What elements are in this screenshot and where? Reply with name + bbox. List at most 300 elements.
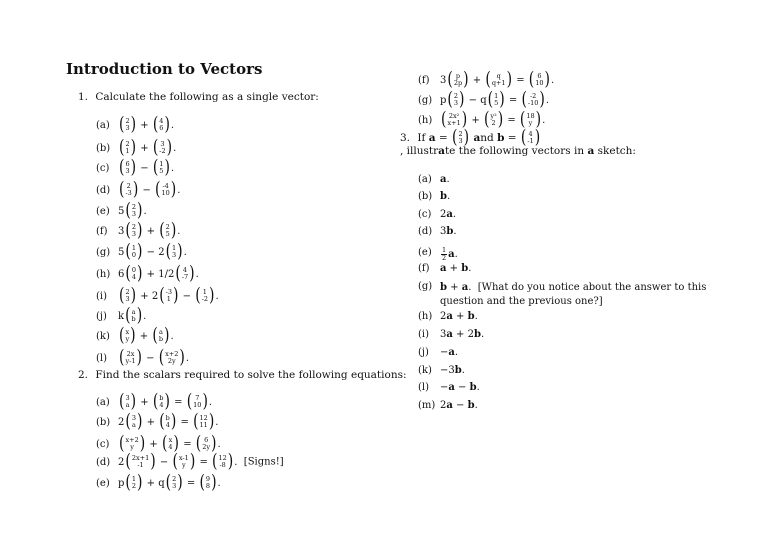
- vector-components: [525, 113, 535, 127]
- question-number: 3.: [400, 132, 411, 144]
- list-item: [96, 305, 147, 327]
- math-expression: [118, 263, 199, 285]
- expression-text: +: [452, 311, 468, 322]
- denominator: 2: [442, 253, 447, 262]
- paren-left: (: [125, 305, 131, 327]
- expression-text: =: [435, 132, 452, 144]
- list-item: [96, 241, 187, 263]
- expression-text: 3: [118, 225, 125, 237]
- vector-bottom: 1: [125, 147, 130, 155]
- item-label: (d): [418, 226, 433, 237]
- item-content: [118, 325, 174, 347]
- paren-left: (: [485, 69, 491, 91]
- item-label: (g): [418, 281, 433, 292]
- column-vector: [521, 89, 545, 111]
- vector-top: 2: [125, 117, 130, 126]
- item-label: (e): [418, 247, 432, 258]
- vector-bottom: y: [528, 119, 533, 127]
- math-expression: [440, 329, 484, 340]
- vector-top: 12: [218, 454, 227, 463]
- expression-text: +: [447, 282, 462, 293]
- paren-right: ): [211, 472, 217, 494]
- math-expression: [118, 433, 221, 455]
- vector-top: q: [496, 72, 501, 81]
- vector-components: [491, 73, 507, 87]
- expression-text: te the following vectors in: [444, 145, 588, 158]
- list-item: [96, 114, 175, 136]
- expression-text: .: [170, 330, 174, 342]
- expression-text: −: [137, 162, 152, 174]
- list-item: [418, 365, 465, 376]
- expression-text: −: [142, 352, 158, 364]
- vector-bottom: y: [125, 335, 130, 343]
- expression-text: + 2: [137, 290, 159, 302]
- vector-bottom: -8: [219, 461, 226, 469]
- item-label: (k): [96, 330, 110, 342]
- vector-symbol: b: [461, 263, 469, 274]
- paren-left: (: [125, 472, 131, 494]
- column-vector: [119, 285, 137, 307]
- list-item: [96, 137, 177, 159]
- vector-top: 1: [172, 244, 177, 253]
- paren-right: ): [173, 285, 179, 307]
- paren-left: (: [195, 433, 202, 455]
- math-expression: [440, 311, 478, 322]
- math-expression: [118, 285, 219, 307]
- vector-top: 6: [537, 72, 542, 81]
- vector-symbol: a: [448, 347, 455, 358]
- vector-bottom: 11: [199, 421, 208, 429]
- paren-right: ): [177, 241, 183, 263]
- vector-top: 2: [125, 140, 130, 149]
- vector-top: 18: [526, 112, 535, 121]
- column-vector: [152, 137, 173, 159]
- vector-top: 3: [160, 140, 165, 149]
- vector-symbol: b: [467, 400, 475, 411]
- item-content: [440, 244, 458, 261]
- expression-text: +: [137, 396, 152, 408]
- math-expression: [118, 137, 177, 159]
- paren-left: (: [119, 325, 125, 347]
- vector-top: 2: [172, 475, 177, 484]
- item-label: (i): [96, 290, 108, 302]
- list-item: [418, 347, 458, 358]
- expression-text: .: [542, 114, 546, 126]
- column-vector: [528, 69, 551, 91]
- expression-text: .: [452, 209, 457, 220]
- paren-left: (: [119, 137, 125, 159]
- column-vector: [199, 472, 217, 494]
- expression-text: .: [215, 416, 219, 428]
- vector-top: 9: [205, 475, 211, 484]
- expression-text: .: [217, 477, 221, 489]
- item-content: [118, 285, 219, 307]
- column-vector: [452, 127, 470, 149]
- column-vector: [186, 391, 208, 413]
- item-content: [118, 200, 147, 222]
- vector-top: 2x²: [448, 112, 460, 121]
- math-expression: [118, 241, 187, 263]
- vector-top: 1: [131, 475, 137, 484]
- expression-text: .: [468, 282, 472, 293]
- vector-top: -4: [162, 182, 169, 191]
- item-label: (a): [96, 396, 110, 408]
- vector-bottom: 3: [131, 210, 136, 218]
- vector-bottom: 5: [494, 99, 499, 107]
- paren-right: ): [209, 285, 215, 307]
- math-expression: [440, 263, 471, 274]
- vector-symbol: a: [448, 248, 455, 260]
- expression-text: +: [469, 74, 485, 86]
- paren-right: ): [137, 472, 143, 494]
- column-vector: [152, 391, 170, 413]
- paren-right: ): [544, 69, 551, 91]
- paren-left: (: [119, 114, 125, 136]
- vector-top: x+2: [165, 350, 179, 359]
- item-label: (d): [96, 456, 111, 468]
- paren-right: ): [164, 114, 170, 136]
- expression-text: , illustr: [400, 145, 439, 158]
- vector-bottom: b: [131, 315, 136, 323]
- list-item: [418, 281, 732, 308]
- list-item: [418, 263, 471, 274]
- vector-symbol: a: [446, 311, 453, 322]
- column-vector: [159, 285, 179, 307]
- vector-bottom: 10: [161, 189, 170, 197]
- item-content: [118, 305, 147, 327]
- paren-left: (: [172, 451, 178, 473]
- paren-left: (: [521, 89, 527, 111]
- paren-left: (: [199, 472, 205, 494]
- expression-text: .: [474, 311, 478, 322]
- item-content: [118, 347, 190, 369]
- paren-right: ): [208, 411, 215, 433]
- item-label: (h): [418, 114, 433, 126]
- item-content: [118, 157, 175, 179]
- vector-top: 2: [131, 223, 136, 232]
- vector-symbol: b: [440, 191, 447, 202]
- vector-symbol: a: [448, 382, 455, 393]
- paren-right: ): [499, 89, 505, 111]
- paren-left: (: [441, 109, 447, 131]
- expression-text: + 2: [452, 329, 474, 340]
- list-item: [418, 89, 550, 111]
- question-3: [400, 127, 710, 158]
- expression-text: =: [177, 416, 193, 428]
- vector-bottom: 4: [165, 421, 170, 429]
- vector-bottom: q+1: [491, 79, 506, 87]
- expression-text: .: [551, 74, 555, 86]
- expression-text: .: [208, 396, 213, 408]
- list-item: [418, 400, 478, 411]
- vector-symbol: a: [461, 282, 469, 293]
- column-vector: [119, 433, 146, 455]
- item-label: (c): [96, 162, 110, 174]
- math-expression: [118, 157, 175, 179]
- math-expression: [440, 89, 550, 111]
- vector-components: [161, 183, 171, 197]
- item-content: [118, 179, 181, 201]
- item-content: [440, 365, 465, 376]
- list-item: [418, 226, 457, 237]
- vector-bottom: -1: [527, 137, 534, 145]
- vector-bottom: 3: [125, 295, 130, 303]
- list-item: [96, 263, 199, 285]
- expression-text: =: [513, 74, 528, 86]
- expression-text: −3: [440, 365, 455, 376]
- vector-top: -3: [165, 288, 172, 297]
- paren-right: ): [179, 347, 185, 369]
- expression-text: .: [480, 329, 485, 340]
- list-item: [418, 191, 450, 202]
- expression-text: If: [417, 132, 429, 144]
- paren-left: (: [161, 433, 168, 455]
- paren-left: (: [155, 179, 161, 201]
- paren-right: ): [132, 179, 139, 201]
- vector-symbol: a: [428, 132, 436, 144]
- paren-left: (: [487, 89, 494, 111]
- paren-right: ): [177, 472, 183, 494]
- vector-bottom: y: [182, 461, 186, 469]
- expression-text: +: [468, 114, 483, 126]
- vector-components: [165, 289, 173, 303]
- expression-text: .: [143, 310, 147, 322]
- vector-top: 4: [182, 266, 188, 275]
- expression-text: 3: [440, 74, 447, 86]
- column-vector: [125, 451, 156, 473]
- paren-right: ): [189, 451, 196, 473]
- vector-components: [201, 437, 211, 451]
- column-vector: [119, 391, 137, 413]
- math-expression: [440, 174, 450, 185]
- paren-left: (: [119, 433, 125, 455]
- item-content: [440, 209, 456, 220]
- expression-text: =: [183, 477, 199, 489]
- column-vector: [119, 114, 137, 136]
- expression-text: =: [180, 438, 195, 450]
- column-vector: [520, 127, 541, 149]
- vector-bottom: -2: [201, 295, 209, 303]
- expression-text: .: [545, 94, 550, 106]
- column-vector: [212, 451, 234, 473]
- expression-text: −: [139, 184, 155, 196]
- paren-left: (: [159, 220, 165, 242]
- vector-bottom: x+1: [447, 119, 461, 127]
- item-label: (b): [418, 191, 433, 202]
- column-vector: [119, 325, 136, 347]
- expression-text: −: [452, 400, 468, 411]
- expression-text: .: [170, 119, 175, 131]
- vector-bottom: 5: [165, 230, 170, 238]
- column-vector: [159, 220, 177, 242]
- vector-bottom: 3: [172, 251, 177, 259]
- expression-text: =: [196, 456, 212, 468]
- column-vector: [483, 109, 504, 131]
- math-expression: [400, 127, 636, 158]
- expression-text: .: [170, 162, 175, 174]
- vector-bottom: 0: [131, 251, 136, 259]
- vector-symbol: a: [446, 209, 453, 220]
- column-vector: [125, 241, 143, 263]
- paren-left: (: [119, 179, 125, 201]
- question-2: [78, 369, 407, 382]
- vector-symbol: b: [469, 382, 477, 393]
- expression-text: p: [118, 477, 125, 489]
- expression-text: .: [446, 174, 450, 185]
- vector-bottom: 3: [125, 167, 130, 175]
- column-vector: [125, 200, 143, 222]
- math-expression: [440, 209, 456, 220]
- vector-components: [199, 415, 209, 429]
- item-label: (h): [96, 268, 111, 280]
- math-expression: [440, 400, 478, 411]
- column-vector: [172, 451, 196, 473]
- list-item: [418, 209, 456, 220]
- item-label: (f): [418, 74, 430, 86]
- paren-left: (: [159, 411, 165, 433]
- vector-components: [124, 351, 136, 365]
- paren-right: ): [173, 433, 180, 455]
- item-content: [118, 411, 219, 433]
- column-vector: [447, 89, 465, 111]
- math-expression: [118, 200, 147, 222]
- question-number: 2.: [78, 369, 89, 381]
- item-content: [440, 109, 546, 131]
- column-vector: [447, 69, 469, 91]
- math-expression: [440, 226, 457, 237]
- expression-text: k: [118, 310, 125, 322]
- expression-text: +: [137, 119, 152, 131]
- vector-symbol: a: [587, 145, 595, 158]
- paren-left: (: [152, 157, 159, 179]
- math-expression: [118, 179, 181, 201]
- vector-bottom: 4: [159, 401, 164, 409]
- item-content: [118, 137, 177, 159]
- expression-text: +: [143, 416, 159, 428]
- expression-text: .: [234, 456, 238, 468]
- column-vector: [195, 433, 217, 455]
- vector-bottom: -10: [527, 99, 539, 107]
- paren-left: (: [119, 157, 125, 179]
- vector-top: 1: [494, 92, 499, 101]
- paren-right: ): [189, 263, 195, 285]
- item-content: [118, 114, 175, 136]
- paren-left: (: [165, 241, 172, 263]
- expression-text: .: [453, 226, 457, 237]
- vector-components: [181, 267, 189, 281]
- paren-right: ): [136, 305, 143, 327]
- paren-left: (: [158, 347, 165, 369]
- expression-text: 5: [118, 246, 125, 258]
- expression-text: nd: [480, 132, 498, 144]
- question-1: [78, 91, 319, 104]
- item-label: (e): [96, 477, 110, 489]
- paren-right: ): [539, 89, 545, 111]
- expression-text: =: [170, 396, 186, 408]
- item-content: [118, 241, 187, 263]
- paren-left: (: [447, 89, 453, 111]
- expression-text: −: [454, 382, 470, 393]
- math-expression: [118, 472, 221, 494]
- vector-components: [192, 395, 202, 409]
- expression-text: p: [440, 94, 447, 106]
- column-vector: [152, 114, 170, 136]
- vector-symbol: b: [467, 311, 475, 322]
- item-content: [440, 191, 450, 202]
- expression-text: 3: [440, 226, 447, 237]
- vector-top: y²: [490, 112, 497, 121]
- vector-components: [526, 131, 534, 145]
- list-item: [96, 285, 219, 307]
- vector-top: 2x: [126, 350, 135, 359]
- column-vector: [119, 179, 139, 201]
- item-content: [440, 69, 555, 91]
- column-vector: [152, 325, 170, 347]
- vector-bottom: 10: [193, 401, 202, 409]
- item-content: [118, 433, 221, 455]
- item-content: [440, 281, 732, 308]
- column-vector: [487, 89, 505, 111]
- vector-bottom: 3: [458, 137, 463, 145]
- math-expression: [440, 382, 480, 393]
- column-vector: [193, 411, 215, 433]
- list-item: [96, 200, 147, 222]
- paren-right: ): [459, 89, 465, 111]
- paren-left: (: [175, 263, 181, 285]
- expression-text: .: [143, 205, 147, 217]
- list-item: [96, 433, 221, 455]
- paren-left: (: [483, 109, 490, 131]
- item-content: [440, 311, 478, 322]
- column-vector: [519, 109, 542, 131]
- item-label: (b): [96, 416, 111, 428]
- math-expression: [118, 451, 238, 473]
- list-item: [418, 244, 458, 261]
- column-vector: [155, 179, 177, 201]
- vector-top: 6: [204, 436, 209, 445]
- vector-top: 2: [126, 182, 131, 191]
- item-content: [440, 329, 484, 340]
- vector-components: [124, 437, 139, 451]
- paren-left: (: [152, 137, 159, 159]
- vector-components: [164, 351, 179, 365]
- paren-left: (: [125, 241, 131, 263]
- paren-left: (: [125, 451, 131, 473]
- paren-right: ): [211, 433, 217, 455]
- item-content: [440, 347, 458, 358]
- column-vector: [125, 220, 143, 242]
- paren-left: (: [212, 451, 218, 473]
- column-vector: [119, 347, 142, 369]
- expression-text: .: [454, 248, 458, 260]
- paren-left: (: [186, 391, 193, 413]
- vector-bottom: 3: [125, 124, 130, 132]
- list-item: [96, 179, 181, 201]
- math-expression: [118, 391, 213, 413]
- paren-right: ): [136, 347, 142, 369]
- question-number: 1.: [78, 91, 89, 103]
- list-item: [96, 347, 190, 369]
- vector-top: 2x+1: [131, 454, 150, 463]
- vector-components: [178, 455, 190, 469]
- paren-right: ): [497, 109, 504, 131]
- math-expression: [440, 347, 458, 358]
- paren-right: ): [463, 69, 469, 91]
- vector-top: b: [159, 394, 164, 403]
- list-item: [418, 329, 484, 340]
- vector-bottom: 2p: [453, 79, 463, 87]
- vector-top: 7: [195, 394, 200, 403]
